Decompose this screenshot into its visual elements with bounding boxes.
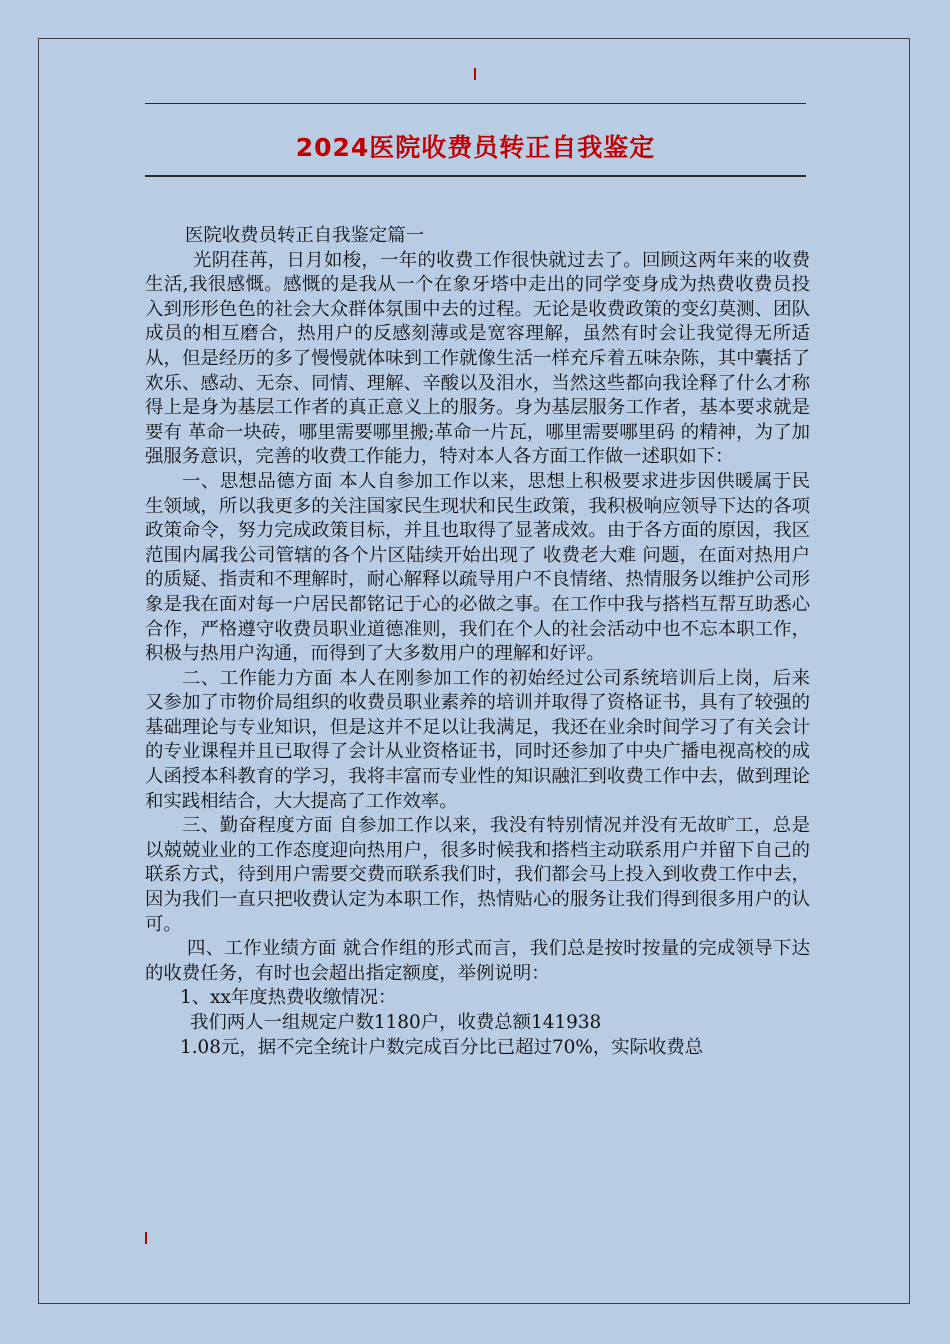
header-rule-bottom xyxy=(145,175,806,177)
paragraph-intro: 光阴荏苒，日月如梭，一年的收费工作很快就过去了。回顾这两年来的收费生活,我很感慨。感慨的是我从一个在象牙塔中走出的同学变身成为热费收费员投入到形形色色的社会大众群体氛围中去的过程。无论是收费政策的变幻莫测、团队成员的相互磨合，热用户的反感刻薄或是宽容理解，虽然有时会让我觉得无所适从，但是经历的多了慢慢就体味到工作就像生活一样充斥着五味杂陈，其中囊括了欢乐、感动、无奈、同情、理解、辛酸以及泪水，当然这些都向我诠释了什么才称得上是身为基层工作者的真正意义上的服务。身为基层服务工作者，基本要求就是要有 革命一块砖，哪里需要哪里搬;革命一片瓦，哪里需要哪里码 的精神，为了加强服务意识，完善的收费工作能力，特对本人各方面工作做一述职如下： xyxy=(145,249,810,468)
list-item-1: 1、xx年度热费收缴情况： xyxy=(180,987,397,1009)
paragraph-diligence: 三、勤奋程度方面 自参加工作以来，我没有特别情况并没有无故旷工，总是以兢兢业业的工作态度迎向热用户，很多时候我和搭档主动联系用户并留下自己的联系方式，待到用户需要交费而联系我们时，我们都会马上投入到收费工作中去，因为我们一直只把收费认定为本职工作，热情贴心的服务让我们得到很多用户的认可。 xyxy=(145,815,810,935)
paragraph-ideology: 一、思想品德方面 本人自参加工作以来，思想上积极要求进步因供暖属于民生领域，所以我更多的关注国家民生现状和民生政策，我积极响应领导下达的各项政策命令，努力完成政策目标，并且也取得了显著成效。由于各方面的原因，我区范围内属我公司管辖的各个片区陆续开始出现了 收费老大难 问题，在面对热用户的质疑、指责和不理解时，耐心解释以疏导用户不良情绪、热情服务以维护公司形象是我在面对每一户居民都铭记于心的必做之事。在工作中我与搭档互帮互助悉心合作，严格遵守收费员职业道德准则，我们在个人的社会活动中也不忘本职工作，积极与热用户沟通，而得到了大多数用户的理解和好评。 xyxy=(145,470,810,665)
list-item-1-line-2: 1.08元，据不完全统计户数完成百分比已超过70%，实际收费总 xyxy=(180,1036,704,1058)
document-title: 2024医院收费员转正自我鉴定 xyxy=(295,133,656,162)
paragraph-ability: 二、工作能力方面 本人在刚参加工作的初始经过公司系统培训后上岗，后来又参加了市物价局组织的收费员职业素养的培训并取得了资格证书，具有了较强的基础理论与专业知识，但是这并不足以让我满足，我还在业余时间学习了有关会计的专业课程并且已取得了会计从业资格证书，同时还参加了中央广播电视高校的成人函授本科教育的学习，我将丰富而专业性的知识融汇到收费工作中去，做到理论和实践相结合，大大提高了工作效率。 xyxy=(145,667,810,812)
document-body xyxy=(145,224,810,1060)
header-mark xyxy=(474,68,476,80)
list-item-1-line-1: 我们两人一组规定户数1180户，收费总额141938 xyxy=(190,1012,602,1033)
section-heading: 医院收费员转正自我鉴定篇一 xyxy=(185,225,425,246)
header-rule-top xyxy=(145,103,806,104)
footer-mark xyxy=(145,1232,147,1244)
paragraph-performance: 四、工作业绩方面 就合作组的形式而言，我们总是按时按量的完成领导下达的收费任务，有时也会超出指定额度，举例说明： xyxy=(145,938,810,984)
